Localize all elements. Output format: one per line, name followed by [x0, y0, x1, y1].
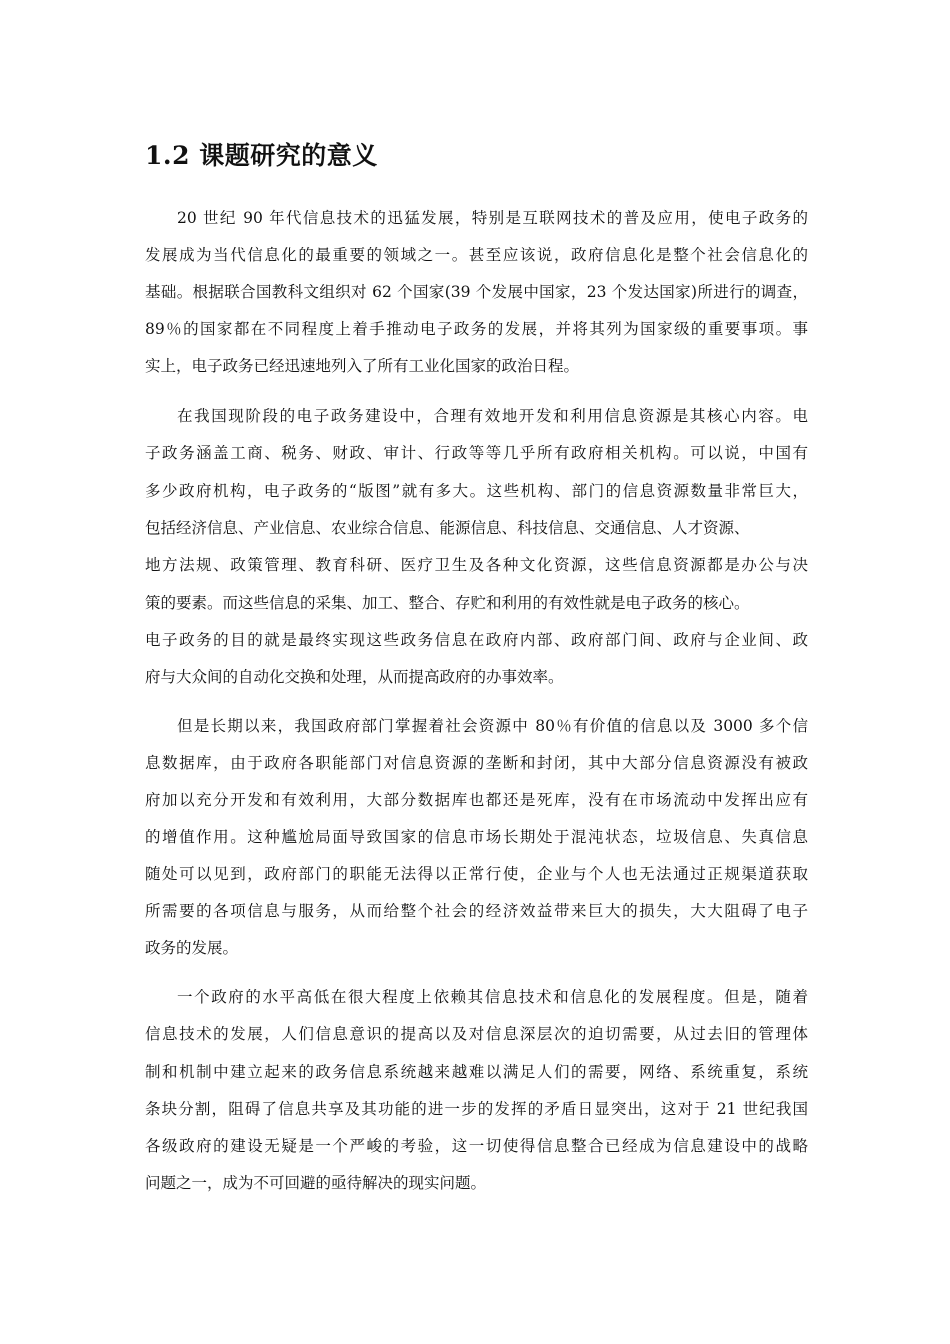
- paragraph-2-line-1: 在我国现阶段的电子政务建设中，合理有效地开发和利用信息资源是其核心内容。电: [177, 407, 808, 425]
- paragraph-3-line-7: 政务的发展。: [145, 939, 239, 957]
- paragraph-1-line-3: 基础。根据联合国教科文组织对 62 个国家(39 个发展中国家，23 个发达国家)所进行的调查，: [145, 283, 808, 301]
- paragraph-1-line-4: 89％的国家都在不同程度上着手推动电子政务的发展，并将其列为国家级的重要事项。事: [145, 320, 808, 338]
- paragraph-2-line-8: 府与大众间的自动化交换和处理，从而提高政府的办事效率。: [145, 668, 564, 686]
- section-heading: 1.2 课题研究的意义: [145, 141, 378, 170]
- paragraph-2-line-3: 多少政府机构，电子政务的“版图”就有多大。这些机构、部门的信息资源数量非常巨大，: [145, 482, 808, 500]
- paragraph-3-line-5: 随处可以见到，政府部门的职能无法得以正常行使，企业与个人也无法通过正规渠道获取: [145, 865, 808, 883]
- paragraph-1-line-5: 实上，电子政务已经迅速地列入了所有工业化国家的政治日程。: [145, 357, 580, 375]
- paragraph-3-line-1: 但是长期以来，我国政府部门掌握着社会资源中 80％有价值的信息以及 3000 多个信: [177, 717, 808, 735]
- paragraph-4-line-2: 信息技术的发展，人们信息意识的提高以及对信息深层次的迫切需要，从过去旧的管理体: [145, 1025, 808, 1043]
- paragraph-4-line-5: 各级政府的建设无疑是一个严峻的考验，这一切使得信息整合已经成为信息建设中的战略: [145, 1137, 808, 1155]
- paragraph-3-line-4: 的增值作用。这种尴尬局面导致国家的信息市场长期处于混沌状态，垃圾信息、失真信息: [145, 828, 808, 846]
- paragraph-3-line-3: 府加以充分开发和有效利用，大部分数据库也都还是死库，没有在市场流动中发挥出应有: [145, 791, 808, 809]
- paragraph-3-line-6: 所需要的各项信息与服务，从而给整个社会的经济效益带来巨大的损失，大大阻碍了电子: [145, 902, 808, 920]
- paragraph-3-line-2: 息数据库，由于政府各职能部门对信息资源的垄断和封闭，其中大部分信息资源没有被政: [145, 754, 808, 772]
- paragraph-2-line-2: 子政务涵盖工商、税务、财政、审计、行政等等几乎所有政府相关机构。可以说，中国有: [145, 444, 808, 462]
- paragraph-4-line-6: 问题之一，成为不可回避的亟待解决的现实问题。: [145, 1174, 487, 1192]
- paragraph-2-line-7: 电子政务的目的就是最终实现这些政务信息在政府内部、政府部门间、政府与企业间、政: [145, 631, 808, 649]
- paragraph-2-line-4: 包括经济信息、产业信息、农业综合信息、能源信息、科技信息、交通信息、人才资源、: [145, 519, 750, 537]
- paragraph-4-line-4: 条块分割，阻碍了信息共享及其功能的进一步的发挥的矛盾日显突出，这对于 21 世纪我国: [145, 1100, 808, 1118]
- paragraph-2-line-6: 策的要素。而这些信息的采集、加工、整合、存贮和利用的有效性就是电子政务的核心。: [145, 594, 750, 612]
- paragraph-1-line-2: 发展成为当代信息化的最重要的领域之一。甚至应该说，政府信息化是整个社会信息化的: [145, 246, 808, 264]
- paragraph-1-line-1: 20 世纪 90 年代信息技术的迅猛发展，特别是互联网技术的普及应用，使电子政务的: [177, 209, 808, 227]
- paragraph-4-line-3: 制和机制中建立起来的政务信息系统越来越难以满足人们的需要，网络、系统重复，系统: [145, 1063, 808, 1081]
- paragraph-2-line-5: 地方法规、政策管理、教育科研、医疗卫生及各种文化资源，这些信息资源都是办公与决: [145, 556, 808, 574]
- paragraph-4-line-1: 一个政府的水平高低在很大程度上依赖其信息技术和信息化的发展程度。但是，随着: [177, 988, 808, 1006]
